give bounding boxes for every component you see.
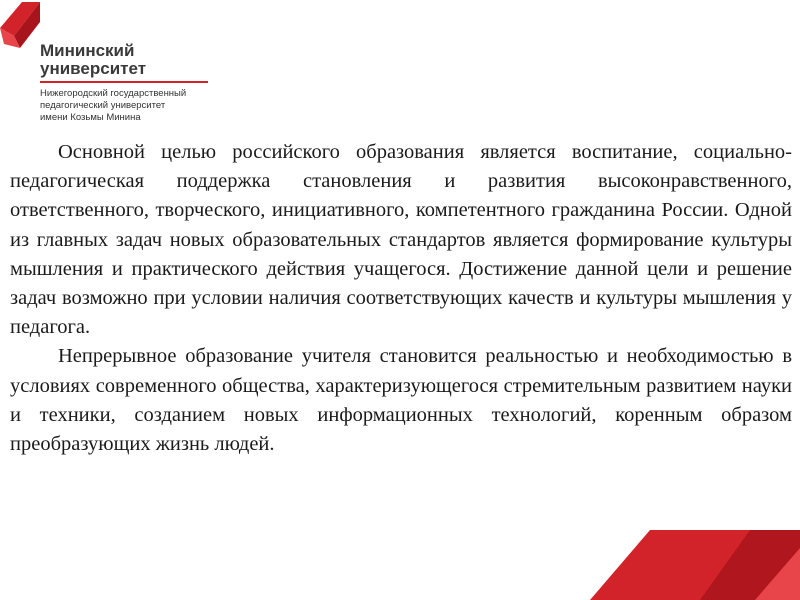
university-fullname-line3: имени Козьмы Минина bbox=[40, 112, 141, 123]
slide-body bbox=[10, 138, 792, 459]
logo-divider bbox=[40, 81, 208, 83]
university-fullname-line2: педагогический университет bbox=[40, 100, 166, 111]
university-name-line2: университет bbox=[40, 59, 147, 78]
paragraph-2: Непрерывное образование учителя становится реальностью и необходимостью в условиях современного общества, характеризующегося стремительным развитием науки и техники, созданием новых информационных технологий, коренным образом преобразующих жизнь людей. bbox=[10, 345, 792, 456]
university-fullname-line1: Нижегородский государственный bbox=[40, 88, 187, 99]
corner-decoration-icon bbox=[550, 530, 800, 600]
university-name bbox=[40, 42, 146, 78]
paragraph-1: Основной целью российского образования является воспитание, социально-педагогическая поддержка становления и развития высоконравственного, ответственного, творческого, инициативного, компетентного гражданина России. Одной из главных задач новых образовательных стандартов является формирование культуры мышления и практического действия учащегося. Достижение данной цели и решение задач возможно при условии наличия соответствующих качеств и культуры мышления у педагога. bbox=[10, 141, 792, 339]
university-fullname bbox=[40, 88, 186, 124]
university-name-line1: Мининский bbox=[40, 41, 135, 60]
